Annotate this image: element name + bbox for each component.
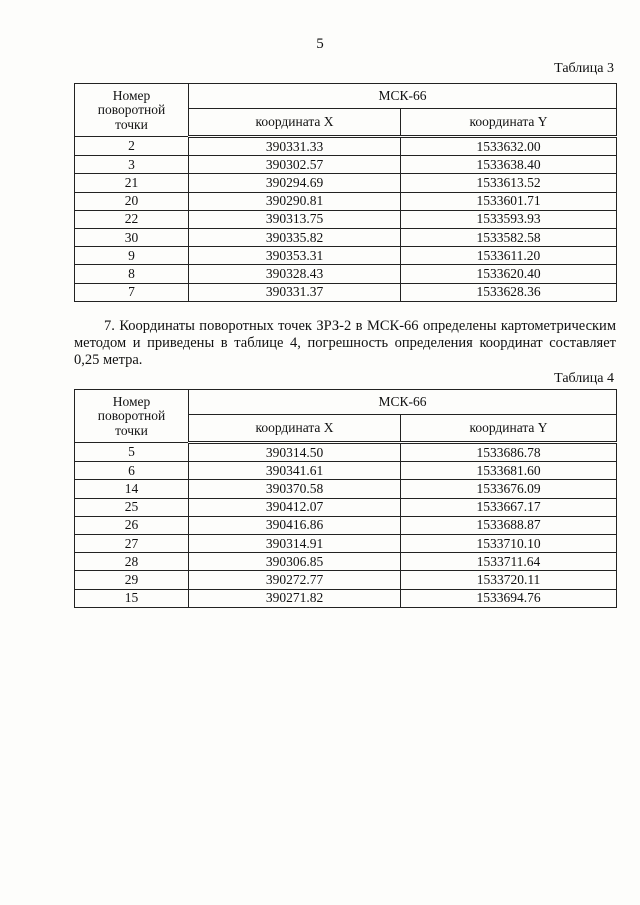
cell-point-number: 6 xyxy=(75,462,189,480)
table-row xyxy=(75,283,617,301)
table-row xyxy=(75,462,617,480)
coordinates-table-4 xyxy=(74,389,617,608)
table-4-caption: Таблица 4 xyxy=(554,371,614,386)
header-point-number-line: Номер xyxy=(112,393,151,409)
table-row xyxy=(75,516,617,534)
table-row xyxy=(75,498,617,516)
cell-coord-y: 1533681.60 xyxy=(401,462,617,480)
cell-coord-x: 390271.82 xyxy=(189,589,401,607)
cell-coord-x: 390335.82 xyxy=(189,228,401,246)
cell-coord-x: 390341.61 xyxy=(189,462,401,480)
cell-coord-x: 390313.75 xyxy=(189,210,401,228)
cell-coord-y: 1533686.78 xyxy=(401,443,617,462)
cell-point-number: 3 xyxy=(75,156,189,174)
cell-coord-x: 390272.77 xyxy=(189,571,401,589)
table-row xyxy=(75,534,617,552)
header-point-number-line: поворотной xyxy=(97,102,166,118)
cell-coord-y: 1533582.58 xyxy=(401,228,617,246)
header-point-number-line: поворотной xyxy=(97,408,166,424)
table-row xyxy=(75,228,617,246)
cell-coord-y: 1533620.40 xyxy=(401,265,617,283)
cell-coord-x: 390416.86 xyxy=(189,516,401,534)
table-row xyxy=(75,174,617,192)
cell-coord-y: 1533711.64 xyxy=(401,553,617,571)
header-coord-y: координата Y xyxy=(401,109,617,137)
header-coord-x: координата X xyxy=(189,415,401,443)
cell-coord-y: 1533720.11 xyxy=(401,571,617,589)
cell-coord-y: 1533676.09 xyxy=(401,480,617,498)
cell-point-number: 28 xyxy=(75,553,189,571)
cell-coord-x: 390412.07 xyxy=(189,498,401,516)
header-coord-y: координата Y xyxy=(401,415,617,443)
header-point-number xyxy=(75,390,189,443)
header-point-number-line: Номер xyxy=(112,87,151,103)
cell-coord-y: 1533694.76 xyxy=(401,589,617,607)
table-row xyxy=(75,265,617,283)
cell-point-number: 22 xyxy=(75,210,189,228)
paragraph-text xyxy=(74,318,616,369)
cell-coord-y: 1533688.87 xyxy=(401,516,617,534)
cell-point-number: 2 xyxy=(75,137,189,156)
table-3-caption: Таблица 3 xyxy=(554,61,614,76)
header-coordinate-system: МСК-66 xyxy=(189,390,617,415)
cell-coord-y: 1533611.20 xyxy=(401,247,617,265)
cell-coord-x: 390290.81 xyxy=(189,192,401,210)
cell-coord-x: 390314.91 xyxy=(189,534,401,552)
table-row xyxy=(75,553,617,571)
table-row xyxy=(75,589,617,607)
table-row xyxy=(75,480,617,498)
table-body xyxy=(75,137,617,302)
table-row xyxy=(75,443,617,462)
cell-coord-y: 1533710.10 xyxy=(401,534,617,552)
paragraph-body: 7. Координаты поворотных точек ЗРЗ-2 в МСК-66 определены картометрическим методом и приведены в таблице 4, погрешность определения координат составляет 0,25 метра. xyxy=(74,318,616,368)
cell-point-number: 29 xyxy=(75,571,189,589)
header-point-number xyxy=(75,84,189,137)
table-row xyxy=(75,571,617,589)
cell-coord-x: 390314.50 xyxy=(189,443,401,462)
cell-coord-x: 390331.37 xyxy=(189,283,401,301)
cell-point-number: 25 xyxy=(75,498,189,516)
cell-coord-y: 1533601.71 xyxy=(401,192,617,210)
cell-point-number: 26 xyxy=(75,516,189,534)
cell-point-number: 15 xyxy=(75,589,189,607)
cell-coord-x: 390294.69 xyxy=(189,174,401,192)
cell-coord-y: 1533632.00 xyxy=(401,137,617,156)
cell-coord-x: 390306.85 xyxy=(189,553,401,571)
cell-point-number: 7 xyxy=(75,283,189,301)
cell-coord-x: 390370.58 xyxy=(189,480,401,498)
table-row xyxy=(75,137,617,156)
table-row xyxy=(75,156,617,174)
cell-point-number: 20 xyxy=(75,192,189,210)
table-row xyxy=(75,210,617,228)
cell-point-number: 5 xyxy=(75,443,189,462)
cell-point-number: 21 xyxy=(75,174,189,192)
table-row xyxy=(75,247,617,265)
cell-point-number: 14 xyxy=(75,480,189,498)
header-coordinate-system: МСК-66 xyxy=(189,84,617,109)
cell-coord-x: 390331.33 xyxy=(189,137,401,156)
coordinates-table-3 xyxy=(74,83,617,302)
cell-point-number: 27 xyxy=(75,534,189,552)
table-row xyxy=(75,192,617,210)
header-point-number-line: точки xyxy=(115,422,148,438)
page-number: 5 xyxy=(316,36,324,52)
cell-coord-x: 390328.43 xyxy=(189,265,401,283)
header-coord-x: координата X xyxy=(189,109,401,137)
cell-point-number: 9 xyxy=(75,247,189,265)
cell-point-number: 8 xyxy=(75,265,189,283)
cell-coord-y: 1533638.40 xyxy=(401,156,617,174)
cell-coord-y: 1533667.17 xyxy=(401,498,617,516)
cell-coord-y: 1533593.93 xyxy=(401,210,617,228)
cell-coord-y: 1533628.36 xyxy=(401,283,617,301)
cell-point-number: 30 xyxy=(75,228,189,246)
cell-coord-x: 390353.31 xyxy=(189,247,401,265)
cell-coord-x: 390302.57 xyxy=(189,156,401,174)
table-body xyxy=(75,443,617,608)
header-point-number-line: точки xyxy=(115,116,148,132)
cell-coord-y: 1533613.52 xyxy=(401,174,617,192)
